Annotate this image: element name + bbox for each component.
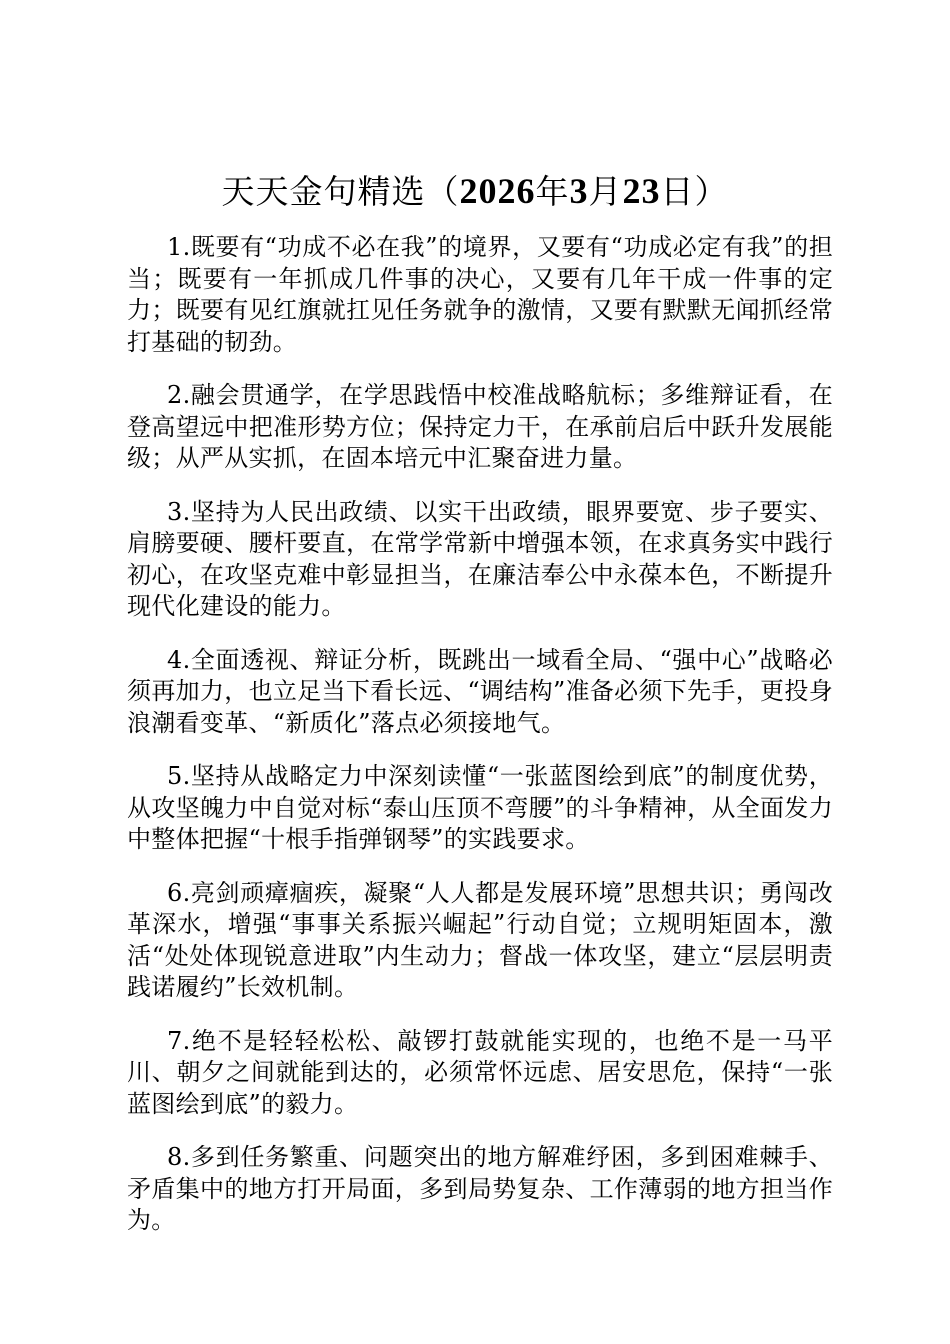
paragraph-7: 7.绝不是轻轻松松、敲锣打鼓就能实现的，也绝不是一马平川、朝夕之间就能到达的，必须常怀远虑、居安思危，保持“一张蓝图绘到底”的毅力。 — [127, 1026, 833, 1118]
document-body — [127, 232, 833, 1259]
paragraph-1: 1.既要有“功成不必在我”的境界，又要有“功成必定有我”的担当；既要有一年抓成几件事的决心，又要有几年干成一件事的定力；既要有见红旗就扛见任务就争的激情，又要有默默无闻抓经常打基础的韧劲。 — [127, 233, 833, 356]
title-year-char: 年 — [535, 172, 570, 211]
paragraph-5: 5.坚持从战略定力中深刻读懂“一张蓝图绘到底”的制度优势，从攻坚魄力中自觉对标“泰山压顶不弯腰”的斗争精神，从全面发力中整体把握“十根手指弹钢琴”的实践要求。 — [127, 762, 833, 853]
paragraph-4: 4.全面透视、辩证分析，既跳出一域看全局、“强中心”战略必须再加力，也立足当下看长远、“调结构”准备必须下先手，更投身浪潮看变革、“新质化”落点必须接地气。 — [127, 645, 833, 737]
title-suffix: 日） — [660, 172, 729, 211]
title-day: 23 — [622, 171, 661, 211]
title-prefix: 天天金句精选（ — [221, 172, 460, 211]
page-title — [0, 168, 950, 215]
title-year: 2026 — [459, 171, 536, 211]
paragraph-2: 2.融会贯通学，在学思践悟中校准战略航标；多维辩证看，在登高望远中把准形势方位；保持定力干，在承前启后中跃升发展能级；从严从实抓，在固本培元中汇聚奋进力量。 — [127, 381, 833, 472]
title-month: 3 — [569, 171, 589, 211]
paragraph-3: 3.坚持为人民出政绩、以实干出政绩，眼界要宽、步子要实、肩膀要硬、腰杆要直，在常学常新中增强本领，在求真务实中践行初心，在攻坚克难中彰显担当，在廉洁奉公中永葆本色，不断提升现代化建设的能力。 — [127, 497, 833, 620]
paragraph-6: 6.亮剑顽瘴痼疾，凝聚“人人都是发展环境”思想共识；勇闯改革深水，增强“事事关系振兴崛起”行动自觉；立规明矩固本，激活“处处体现锐意进取”内生动力；督战一体攻坚，建立“层层明责践诺履约”长效机制。 — [127, 878, 833, 1001]
title-month-char: 月 — [588, 172, 623, 211]
paragraph-8: 8.多到任务繁重、问题突出的地方解难纾困，多到困难棘手、矛盾集中的地方打开局面，多到局势复杂、工作薄弱的地方担当作为。 — [127, 1143, 833, 1234]
